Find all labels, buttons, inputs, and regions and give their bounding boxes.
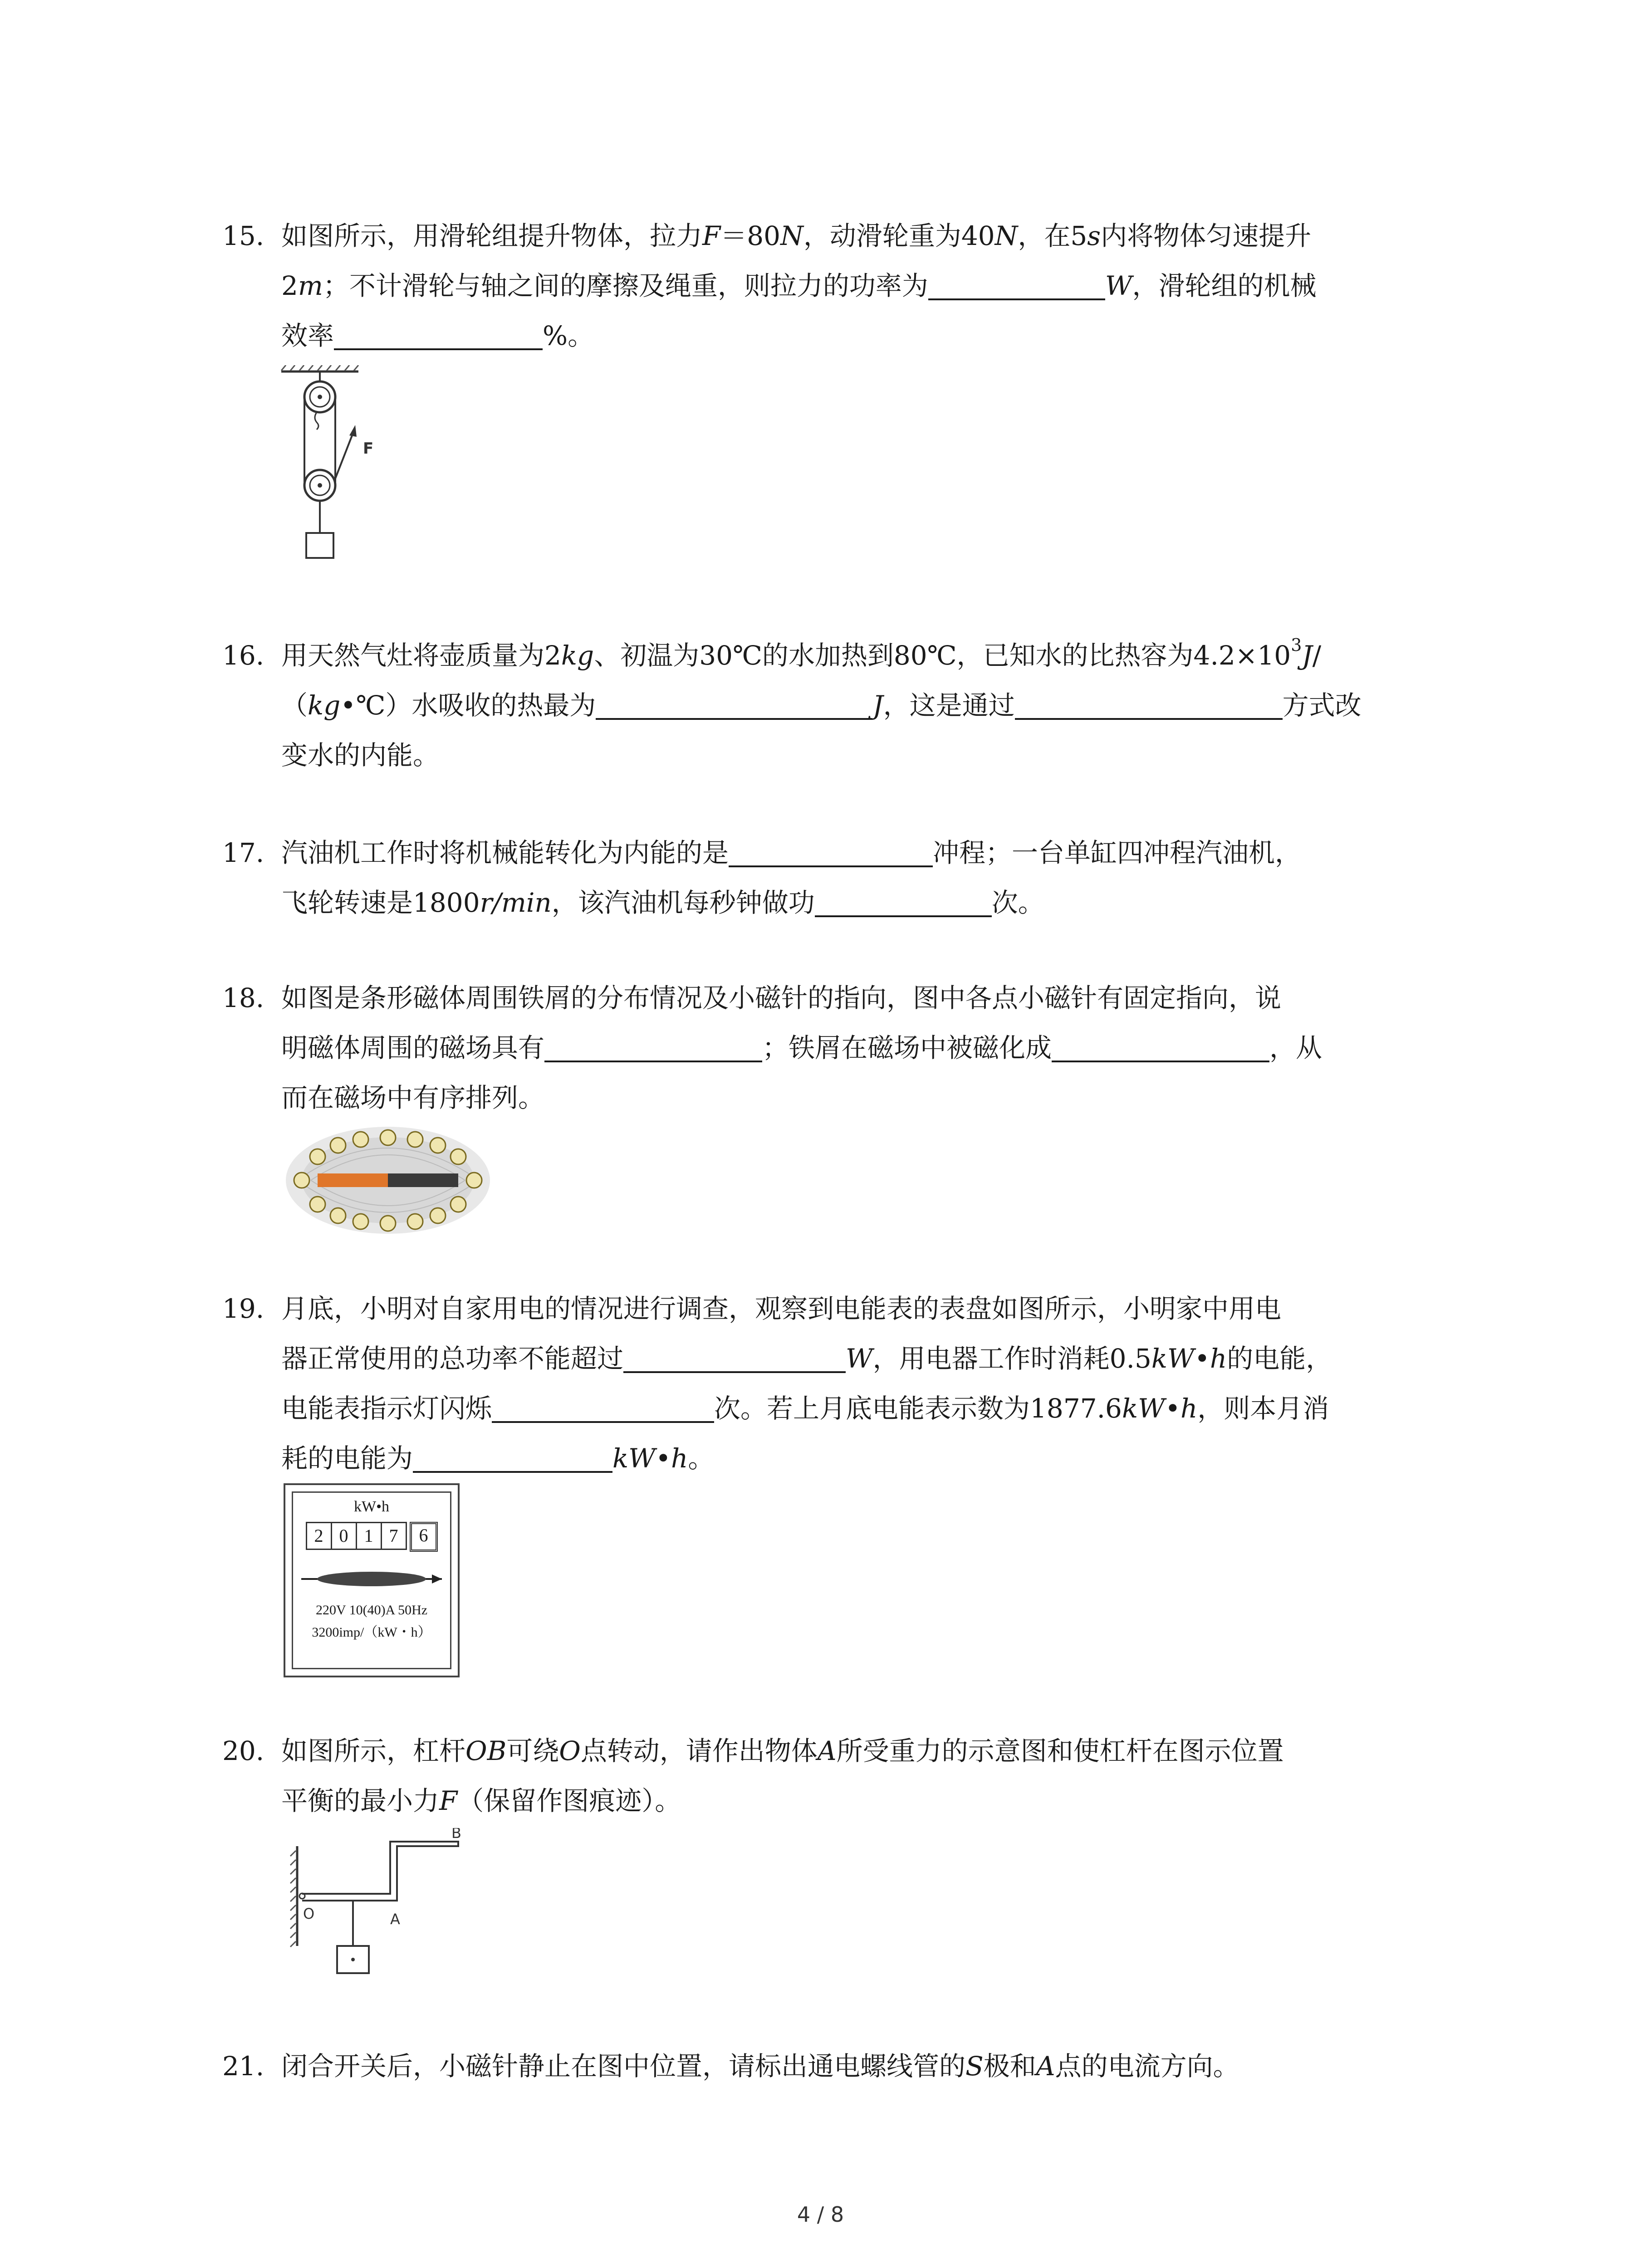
question-15: 15. 如图所示，用滑轮组提升物体，拉力F＝80N，动滑轮重为40N，在5s内将物体匀速提升 2m；不计滑轮与轴之间的摩擦及绳重，则拉力的功率为 W，滑轮组的机械 效率 %。 [222, 211, 1447, 361]
meter-digits [293, 1522, 450, 1552]
meter-digit: 0 [332, 1522, 357, 1550]
point-o-label: O [303, 1905, 315, 1922]
answer-blank-blinks[interactable] [492, 1389, 714, 1423]
meter-digit: 7 [382, 1522, 407, 1550]
answer-blank-energy-used[interactable] [413, 1439, 612, 1473]
page-number: 4 / 8 [797, 2202, 844, 2227]
electric-meter-figure [284, 1483, 460, 1677]
meter-imp: 3200imp/（kW・h） [312, 1625, 431, 1640]
object-a-label: A [390, 1911, 400, 1928]
meter-unit: kW•h [354, 1498, 389, 1515]
answer-blank-magnetic-field[interactable] [544, 1029, 762, 1062]
answer-blank-max-power[interactable] [623, 1339, 846, 1373]
question-20: 20. 如图所示，杠杆OB可绕O点转动，请作出物体A所受重力的示意图和使杠杆在图示位置 平衡的最小力F（保留作图痕迹）。 [222, 1735, 1284, 1816]
meter-disc-arrow-icon [297, 1561, 446, 1597]
bar-magnet-iron-filings-figure [284, 1125, 492, 1236]
pulley-system-figure [272, 365, 390, 565]
answer-blank-stroke[interactable] [729, 834, 933, 867]
meter-spec: 220V 10(40)A 50Hz [315, 1603, 428, 1618]
question-17: 17. 汽油机工作时将机械能转化为内能的是 冲程；一台单缸四冲程汽油机， 飞轮转速是1800r/min，该汽油机每秒钟做功 次。 [222, 828, 1447, 928]
answer-blank-power[interactable] [928, 267, 1105, 300]
point-b-label: B [451, 1828, 461, 1842]
question-number: 15. [222, 220, 265, 251]
answer-blank-work-count[interactable] [815, 884, 992, 917]
answer-blank-efficiency[interactable] [334, 317, 543, 350]
question-21: 21. 闭合开关后，小磁针静止在图中位置，请标出通电螺线管的S极和A点的电流方向。 [222, 2051, 1239, 2082]
answer-blank-method[interactable] [1015, 686, 1283, 720]
answer-blank-heat[interactable] [596, 686, 872, 720]
lever-figure [272, 1828, 481, 1982]
meter-digit-decimal: 6 [410, 1522, 438, 1552]
meter-digit: 1 [357, 1522, 382, 1550]
force-label: F [363, 440, 374, 458]
answer-blank-magnetized[interactable] [1052, 1029, 1269, 1062]
meter-digit: 2 [306, 1522, 332, 1550]
question-16: 16. 用天然气灶将壶质量为2kg、初温为30℃的水加热到80℃，已知水的比热容为$4.2\times 10^3J/$ （kg•℃）水吸收的热最为 J，这是通过 方式改 变水的内能。 [222, 635, 1362, 771]
question-19: 19. 月底，小明对自家用电的情况进行调查，观察到电能表的表盘如图所示，小明家中用电 器正常使用的总功率不能超过 W，用电器工作时消耗0.5kW•h的电能， 电能表指示灯闪烁 次。若上月底电能表示数为1877.6kW•h，则本月消 耗的电能为 kW•h。 [222, 1293, 1332, 1474]
question-18: 18. 如图是条形磁体周围铁屑的分布情况及小磁针的指向，图中各点小磁针有固定指向，说 明磁体周围的磁场具有 ；铁屑在磁场中被磁化成 ，从 而在磁场中有序排列。 [222, 982, 1323, 1113]
